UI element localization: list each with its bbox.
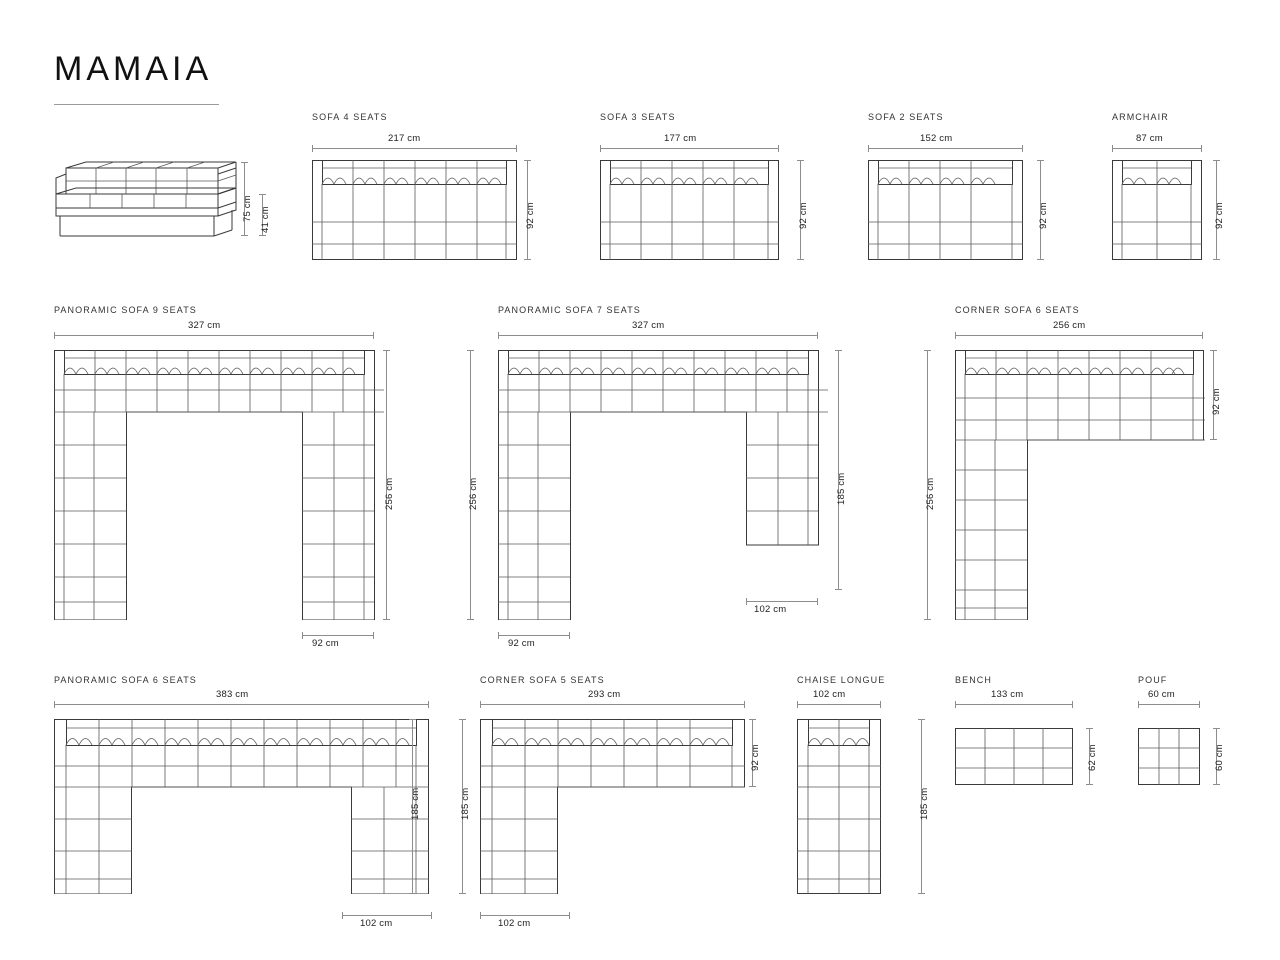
corner-sofa-6-seats-width-label: 256 cm (1053, 320, 1086, 331)
sofa-4-seats-drawing (312, 160, 517, 260)
sofa-2-seats-depth-label: 92 cm (1038, 202, 1049, 229)
panoramic-sofa-7-seats-arm-label: 92 cm (508, 638, 535, 649)
sofa-4-seats (312, 112, 536, 229)
panoramic-sofa-7-seats-right-depth-rule (838, 350, 839, 590)
perspective-sofa-drawing (50, 160, 240, 255)
bench-width-rule (955, 704, 1073, 705)
sofa-3-seats-label: SOFA 3 SEATS (600, 112, 676, 122)
corner-sofa-6-seats-width-rule (955, 335, 1203, 336)
panoramic-sofa-6-seats-drawing (54, 719, 429, 894)
sofa-2-seats-width-label: 152 cm (920, 133, 953, 144)
panoramic-sofa-9-seats (54, 305, 395, 649)
panoramic-sofa-7-seats-label: PANORAMIC SOFA 7 SEATS (498, 305, 641, 315)
panoramic-sofa-7-seats-arm-rule (498, 635, 570, 636)
pouf-width-label: 60 cm (1148, 689, 1175, 700)
sofa-4-seats-width-rule (312, 148, 517, 149)
panoramic-sofa-9-seats-width-label: 327 cm (188, 320, 221, 331)
sofa-3-seats-width-rule (600, 148, 779, 149)
panoramic-sofa-7-seats-width-label: 327 cm (632, 320, 665, 331)
corner-sofa-5-seats-label: CORNER SOFA 5 SEATS (480, 675, 605, 685)
corner-sofa-6-seats-label: CORNER SOFA 6 SEATS (955, 305, 1080, 315)
bench-depth-label: 62 cm (1087, 744, 1098, 771)
sofa-2-seats-label: SOFA 2 SEATS (868, 112, 944, 122)
panoramic-sofa-7-seats-drawing (498, 350, 828, 620)
pouf-label: POUF (1138, 675, 1168, 685)
sofa-2-seats-width-rule (868, 148, 1023, 149)
armchair-width-label: 87 cm (1136, 133, 1163, 144)
corner-sofa-5-seats-leg-label: 102 cm (498, 918, 531, 929)
bench-drawing (955, 728, 1073, 785)
armchair-width-rule (1112, 148, 1202, 149)
corner-sofa-5-seats-width-label: 293 cm (588, 689, 621, 700)
bench-label: BENCH (955, 675, 993, 685)
page-title: MAMAIA (54, 50, 213, 88)
panoramic-sofa-6-seats-leg-label: 102 cm (360, 918, 393, 929)
perspective-seat-height-label: 41 cm (260, 206, 271, 233)
perspective-height-label: 75 cm (242, 195, 253, 222)
bench-width-label: 133 cm (991, 689, 1024, 700)
chaise-longue-drawing (797, 719, 881, 894)
corner-sofa-6-seats-depth-label: 256 cm (925, 477, 936, 510)
pouf-drawing (1138, 728, 1200, 785)
pouf (1138, 675, 1225, 771)
panoramic-sofa-9-seats-width-rule (54, 335, 374, 336)
panoramic-sofa-7-seats-depth-label: 256 cm (468, 477, 479, 510)
chaise-longue (797, 675, 930, 820)
panoramic-sofa-7-seats (468, 305, 847, 649)
panoramic-sofa-6-seats-depth-label: 185 cm (410, 787, 421, 820)
sofa-3-seats-width-label: 177 cm (664, 133, 697, 144)
panoramic-sofa-7-seats-right-width-rule (746, 601, 818, 602)
panoramic-sofa-6-seats-leg-rule (342, 915, 432, 916)
sofa-3-seats-depth-label: 92 cm (798, 202, 809, 229)
armchair-drawing (1112, 160, 1202, 260)
sofa-3-seats (600, 112, 809, 229)
panoramic-sofa-7-seats-width-rule (498, 335, 818, 336)
armchair (1112, 112, 1225, 229)
corner-sofa-5-seats-arm-label: 92 cm (750, 744, 761, 771)
chaise-longue-label: CHAISE LONGUE (797, 675, 886, 685)
panoramic-sofa-9-seats-arm-label: 92 cm (312, 638, 339, 649)
bench (955, 675, 1098, 771)
sofa-2-seats-drawing (868, 160, 1023, 260)
chaise-longue-width-label: 102 cm (813, 689, 846, 700)
sofa-4-seats-width-label: 217 cm (388, 133, 421, 144)
panoramic-sofa-9-seats-drawing (54, 350, 384, 620)
panoramic-sofa-6-seats-width-label: 383 cm (216, 689, 249, 700)
panoramic-sofa-9-seats-depth-label: 256 cm (384, 477, 395, 510)
panoramic-sofa-6-seats (54, 675, 421, 929)
chaise-longue-depth-label: 185 cm (919, 787, 930, 820)
sofa-4-seats-label: SOFA 4 SEATS (312, 112, 388, 122)
corner-sofa-5-seats-leg-rule (480, 915, 570, 916)
corner-sofa-5-seats-drawing (480, 719, 745, 894)
corner-sofa-6-seats-drawing (955, 350, 1205, 620)
armchair-depth-label: 92 cm (1214, 202, 1225, 229)
corner-sofa-5-seats-width-rule (480, 704, 745, 705)
sofa-2-seats (868, 112, 1049, 229)
chaise-longue-width-rule (797, 704, 881, 705)
panoramic-sofa-9-seats-label: PANORAMIC SOFA 9 SEATS (54, 305, 197, 315)
panoramic-sofa-7-seats-right-depth-label: 185 cm (836, 472, 847, 505)
armchair-label: ARMCHAIR (1112, 112, 1169, 122)
corner-sofa-5-seats (460, 675, 761, 929)
pouf-depth-label: 60 cm (1214, 744, 1225, 771)
sofa-3-seats-drawing (600, 160, 779, 260)
corner-sofa-6-seats-arm-label: 92 cm (1211, 388, 1222, 415)
panoramic-sofa-6-seats-label: PANORAMIC SOFA 6 SEATS (54, 675, 197, 685)
sofa-4-seats-depth-label: 92 cm (525, 202, 536, 229)
corner-sofa-5-seats-depth-label: 185 cm (460, 787, 471, 820)
panoramic-sofa-9-seats-arm-rule (302, 635, 374, 636)
title-divider (54, 104, 219, 105)
pouf-width-rule (1138, 704, 1200, 705)
corner-sofa-6-seats (925, 305, 1222, 510)
panoramic-sofa-7-seats-right-width-label: 102 cm (754, 604, 787, 615)
panoramic-sofa-6-seats-width-rule (54, 704, 429, 705)
